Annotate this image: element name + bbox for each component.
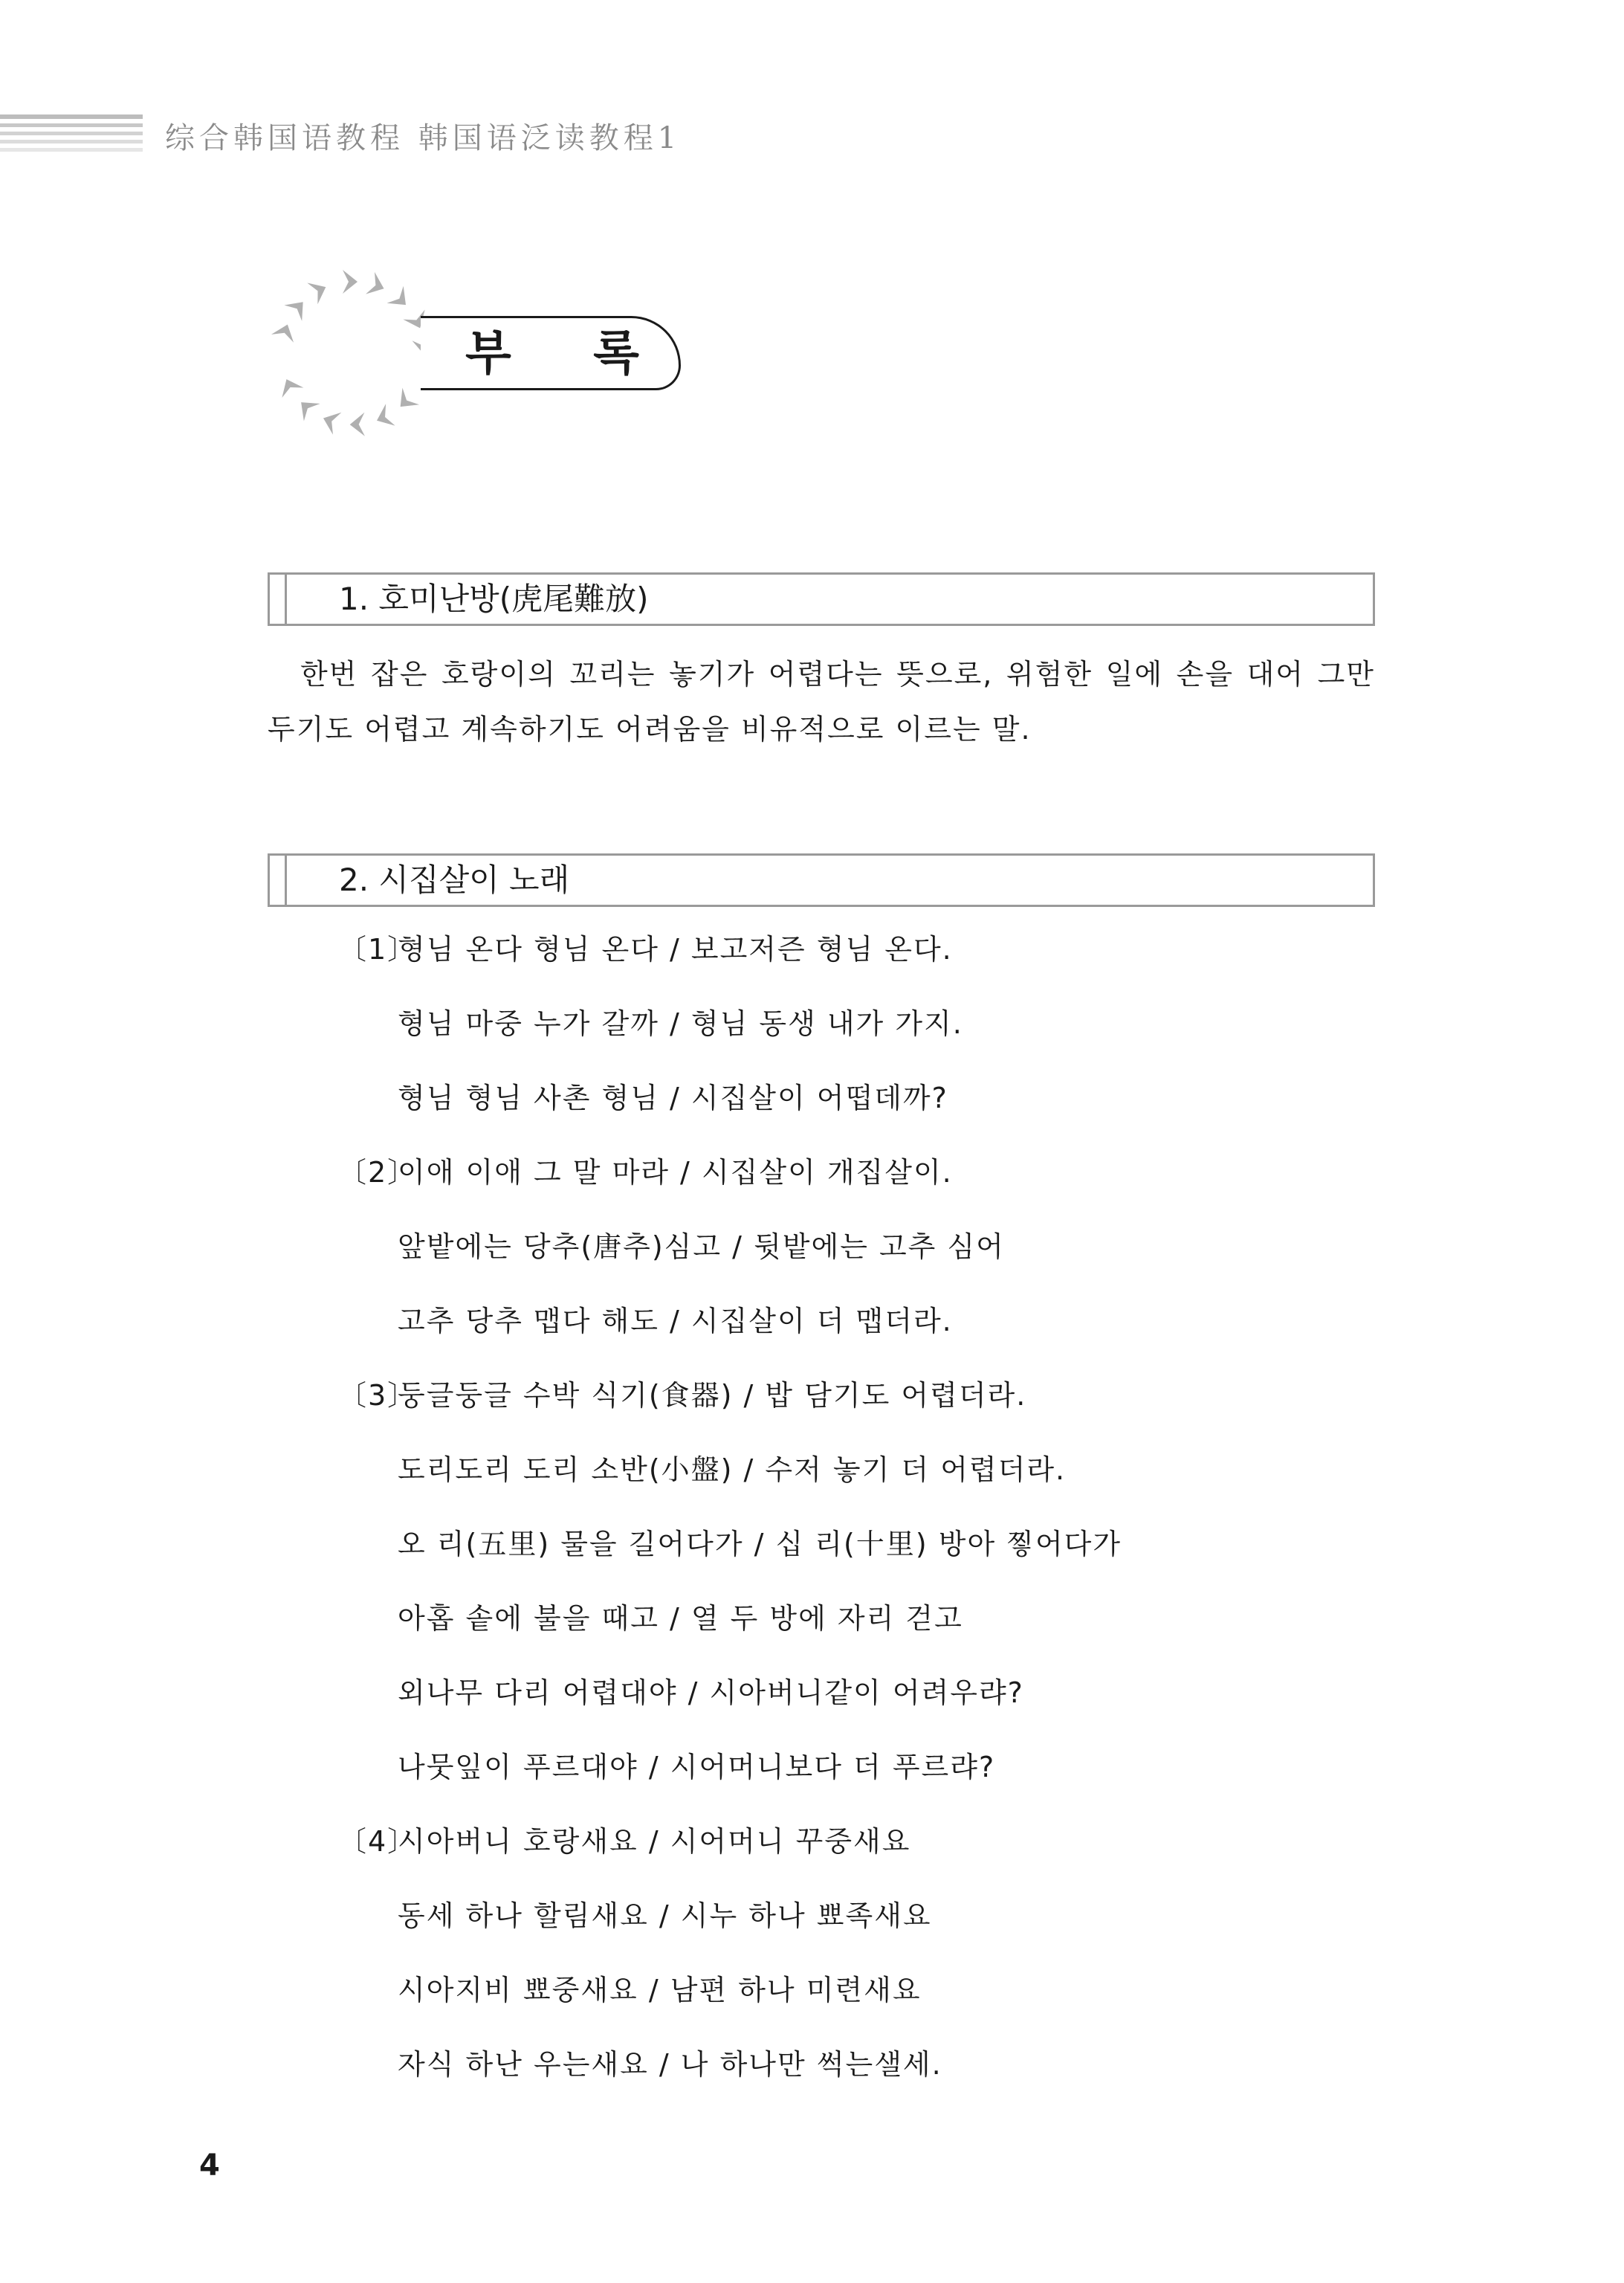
section-heading-box (268, 572, 1375, 626)
verse-line (338, 1149, 1375, 1223)
verse-text: 시아지비 뾰중새요 / 남편 하나 미련새요 (398, 1974, 922, 2006)
poem (338, 926, 1375, 2115)
chapter-title: 부 록 (465, 326, 672, 381)
verse-text: 앞밭에는 당추(唐추)심고 / 뒷밭에는 고추 심어 (398, 1230, 1005, 1263)
verse-line (338, 1818, 1375, 1892)
verse-text: 자식 하난 우는새요 / 나 하나만 썩는샐세. (398, 2048, 942, 2081)
verse-line (338, 1966, 1375, 2041)
verse-line (338, 1892, 1375, 1966)
verse-line (338, 1520, 1375, 1595)
section-heading: 2. 시집살이 노래 (339, 862, 570, 898)
page-number: 4 (199, 2148, 220, 2183)
verse-text: 외나무 다리 어렵대야 / 시아버니같이 어려우랴? (398, 1676, 1024, 1709)
verse-line (338, 1669, 1375, 1743)
running-header-title: 综合韩国语教程 韩国语泛读教程1 (165, 121, 682, 155)
verse-line (338, 1595, 1375, 1669)
verse-number: 〔2〕 (338, 1156, 418, 1189)
section-body (268, 647, 1375, 757)
section-heading-box (268, 853, 1375, 907)
verse-number: 〔1〕 (338, 933, 418, 966)
verse-line (338, 2041, 1375, 2115)
verse-text: 동세 하나 할림새요 / 시누 하나 뾰족새요 (398, 1899, 932, 1932)
body-paragraph: 한번 잡은 호랑이의 꼬리는 놓기가 어렵다는 뜻으로, 위험한 일에 손을 대어 그만두기도 어렵고 계속하기도 어려움을 비유적으로 이르는 말. (268, 658, 1375, 746)
header-decorative-bars (0, 112, 143, 153)
verse-text: 아홉 솥에 불을 때고 / 열 두 방에 자리 걷고 (398, 1602, 963, 1635)
verse-number: 〔3〕 (338, 1379, 418, 1412)
verse-line (338, 1743, 1375, 1818)
verse-number: 〔4〕 (338, 1825, 418, 1858)
verse-text: 고추 당추 맵다 해도 / 시집살이 더 맵더라. (398, 1305, 953, 1337)
section-heading: 1. 호미난방(虎尾難放) (339, 581, 649, 617)
verse-text: 둥글둥글 수박 식기(食器) / 밥 담기도 어렵더라. (398, 1379, 1027, 1412)
verse-line (338, 1446, 1375, 1520)
verse-text: 형님 형님 사촌 형님 / 시집살이 어떱데까? (398, 1082, 948, 1114)
verse-text: 시아버니 호랑새요 / 시어머니 꾸중새요 (398, 1825, 911, 1858)
verse-text: 도리도리 도리 소반(小盤) / 수저 놓기 더 어렵더라. (398, 1453, 1067, 1486)
verse-text: 나뭇잎이 푸르대야 / 시어머니보다 더 푸르랴? (398, 1751, 996, 1783)
verse-text: 이애 이애 그 말 마라 / 시집살이 개집살이. (398, 1156, 953, 1189)
chapter-title-banner (421, 316, 681, 390)
verse-line (338, 1372, 1375, 1446)
verse-text: 형님 마중 누가 갈까 / 형님 동생 내가 가지. (398, 1007, 963, 1040)
verse-line (338, 1000, 1375, 1074)
verse-text: 오 리(五里) 물을 길어다가 / 십 리(十里) 방아 찧어다가 (398, 1528, 1122, 1560)
verse-line (338, 1223, 1375, 1297)
verse-line (338, 1074, 1375, 1149)
verse-line (338, 926, 1375, 1000)
heading-divider (285, 856, 287, 905)
heading-divider (285, 575, 287, 624)
circular-arrows-decoration (260, 260, 446, 446)
verse-text: 형님 온다 형님 온다 / 보고저즌 형님 온다. (398, 933, 953, 966)
verse-line (338, 1297, 1375, 1372)
